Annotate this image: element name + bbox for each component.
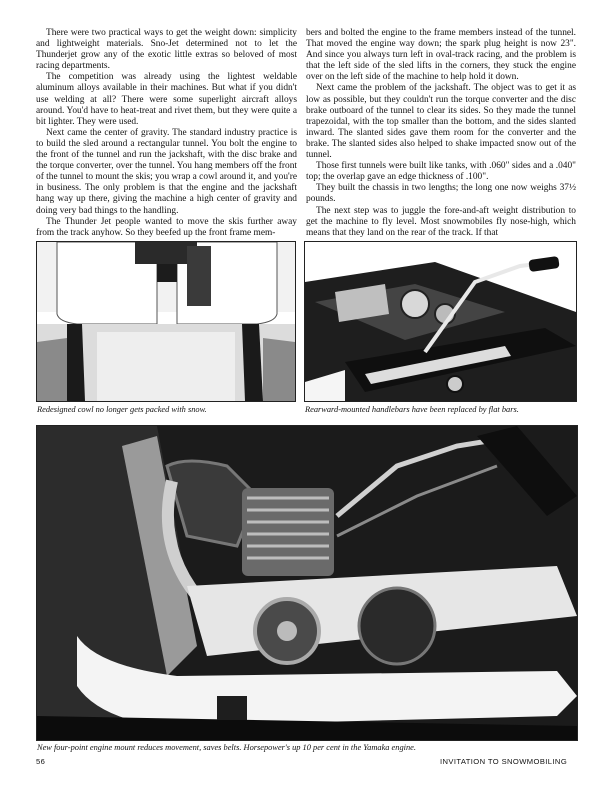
caption-engine: New four-point engine mount reduces movement, saves belts. Horsepower's up 10 per cent in the Yamaka engine. (37, 743, 416, 752)
paragraph: bers and bolted the engine to the frame members instead of the tunnel. That moved the engine way down; the spark plug height is now 23". And since you always turn left in oval-track racing, and the problem is that the left side of the sled lifts in the corners, they stuck the engine over on the left side of the machine to help hold it down. (306, 28, 576, 83)
photo-cowl (36, 241, 296, 402)
paragraph: The competition was already using the lightest weldable aluminum alloys available in their machines. But what if you didn't use welding at all? There were some superlight aircraft alloys around. You'd have to heat-treat and rivet them, but they were quite a bit lighter. They were used. (36, 72, 297, 127)
page-number: 56 (36, 757, 46, 766)
caption-cowl: Redesigned cowl no longer gets packed with snow. (37, 405, 207, 414)
publication-name: INVITATION TO SNOWMOBILING (440, 757, 568, 766)
article-column-right (306, 28, 576, 239)
paragraph: There were two practical ways to get the weight down: simplicity and lightweight materials. Sno-Jet determined not to let the Thunderjet grow any of the exotic little extras so beloved of most racing departments. (36, 28, 297, 72)
paragraph: Next came the center of gravity. The standard industry practice is to build the sled around a rectangular tunnel. You bolt the engine to the front of the tunnel and run the jackshaft, with the disc brake and the torque converter, over the tunnel. You hang members off the front of the tunnel to mount the skis; you wrap a cowl around it, and you're in business. The only problem is that the engine and the jackshaft hang way up there, giving the machine a high center of gravity and doing very bad things to the handling. (36, 127, 297, 216)
paragraph: The Thunder Jet people wanted to move the skis further away from the track anyhow. So they beefed up the front frame mem- (36, 216, 297, 238)
paragraph: Those first tunnels were built like tanks, with .060" sides and a .040" top; the overlap gave an edge thickness of .100". (306, 161, 576, 183)
paragraph: Next came the problem of the jackshaft. The object was to get it as low as possible, but they couldn't run the torque converter and the disc brake outboard of the tunnel to clear its sides. So they made the tunnel trapezoidal, with the top smaller than the bottom, and the sides slanted inward. The slanted sides gave them room for the converter and the brake. The slanted sides also helped to shake impacted snow out of the tunnel. (306, 83, 576, 161)
photo-engine (36, 425, 578, 741)
paragraph: They built the chassis in two lengths; the long one now weighs 37½ pounds. (306, 183, 576, 205)
article-column-left (36, 28, 297, 239)
photo-handlebars (304, 241, 577, 402)
caption-handlebars: Rearward-mounted handlebars have been replaced by flat bars. (305, 405, 519, 414)
paragraph: The next step was to juggle the fore-and-aft weight distribution to get the machine to fly level. Most snowmobiles fly nose-high, which means that they land on the rear of the track. If that (306, 205, 576, 238)
